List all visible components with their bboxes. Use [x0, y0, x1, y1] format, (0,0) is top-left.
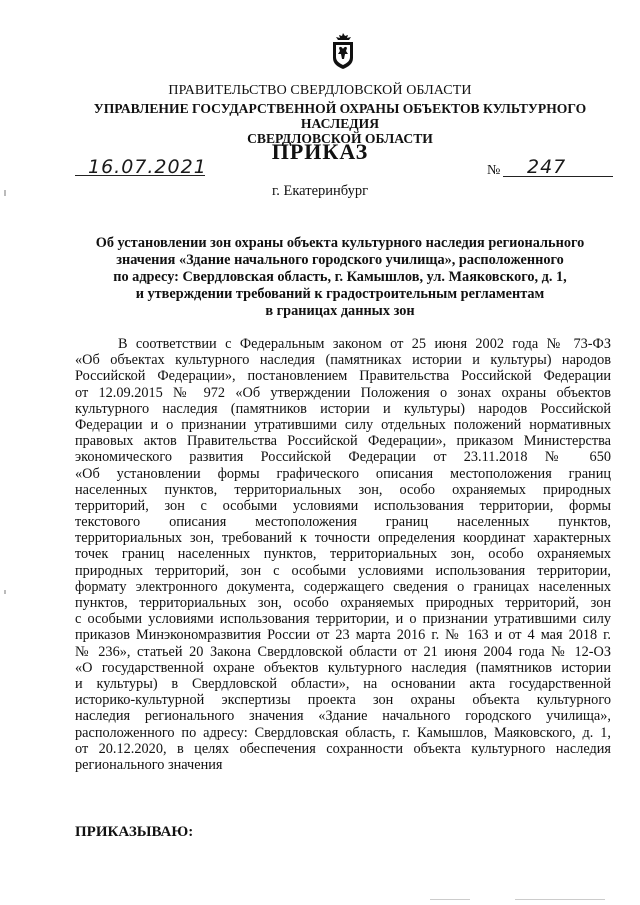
scan-artifact [515, 899, 605, 900]
subject-line: и утверждении требований к градостроительным регламентам [135, 286, 545, 302]
body-line: «Об установлении формы графического описания местоположения границ [75, 465, 611, 482]
order-number-label: № [487, 163, 501, 178]
body-line: культурного наследия (памятников истории и культуры) народов Российской [75, 400, 611, 417]
body-line: с особыми условиями использования территории, и о признании утратившими силу [75, 611, 611, 628]
body-line: приказов Минэкономразвития России от 23 марта 2016 г. № 163 и от 4 мая 2018 г. [75, 627, 611, 644]
body-line: от 12.09.2015 № 972 «Об утверждении Положения о зонах охраны объектов [75, 384, 611, 401]
scan-artifact [430, 899, 470, 900]
body-line: территориальных зон, требований к точности определения координат характерных [75, 530, 611, 547]
body-line: наследия регионального значения «Здание начального городского училища», [75, 708, 611, 725]
number-underline [503, 176, 613, 177]
body-line: населенных пунктов, территориальных зон, особо охраняемых природных [75, 481, 611, 498]
body-line: пунктов, территориальных зон, особо охраняемых природных территорий, зон [75, 595, 611, 611]
scan-margin-mark [4, 590, 6, 594]
body-line: «О государственной охране объектов культурного наследия (памятников истории [75, 659, 611, 676]
coat-of-arms-icon [330, 32, 356, 70]
preamble-text [75, 336, 611, 773]
order-subject [70, 235, 610, 320]
body-line: точек границ населенных пунктов, территориальных зон, особо охраняемых [75, 546, 611, 563]
subject-line: значения «Здание начального городского училища», расположенного [116, 252, 564, 268]
body-line: природных территорий, зон с особыми условиями использования территории, [75, 562, 611, 579]
subject-line: по адресу: Свердловская область, г. Камышлов, ул. Маяковского, д. 1, [113, 269, 567, 285]
order-date: 16.07.2021 [88, 156, 207, 178]
government-name: ПРАВИТЕЛЬСТВО СВЕРДЛОВСКОЙ ОБЛАСТИ [168, 83, 472, 98]
body-line: «Об объектах культурного наследия (памятниках истории и культуры) народов [75, 352, 611, 369]
city: г. Екатеринбург [271, 183, 369, 199]
body-line: текстового описания местоположения границ населенных пунктов, [75, 514, 611, 531]
body-line: В соответствии с Федеральным законом от 25 июня 2002 года № 73-ФЗ [118, 336, 611, 352]
decree-heading: ПРИКАЗЫВАЮ: [75, 824, 194, 840]
department-line: УПРАВЛЕНИЕ ГОСУДАРСТВЕННОЙ ОХРАНЫ ОБЪЕКТОВ КУЛЬТУРНОГО НАСЛЕДИЯ [93, 101, 587, 131]
subject-line: Об установлении зон охраны объекта культурного наследия регионального [95, 235, 585, 251]
body-line: № 236», статьей 20 Закона Свердловской области от 21 июня 2004 года № 12-ОЗ [75, 643, 611, 660]
body-line: и культуры) в Свердловской области», на основании акта государственной [75, 675, 611, 692]
body-line: экономического развития Российской Федерации от 23.11.2018 № 650 [75, 449, 611, 466]
body-line: регионального значения [75, 756, 223, 773]
order-number: 247 [527, 156, 567, 178]
order-title: ПРИКАЗ [271, 139, 369, 164]
body-line: историко-культурной экспертизы проекта зон охраны объекта культурного [75, 692, 611, 709]
body-line: от 20.12.2020, в целях обеспечения сохранности объекта культурного наследия [75, 740, 611, 757]
body-line: территорий, зон с особыми условиями использования территории, формы [75, 497, 611, 514]
date-underline [75, 175, 205, 176]
body-line: Российской Федерации», постановлением Правительства Российской Федерации [75, 368, 611, 385]
body-line: расположенного по адресу: Свердловская область, г. Камышлов, Маяковского, д. 1, [75, 724, 611, 741]
department-line: СВЕРДЛОВСКОЙ ОБЛАСТИ [247, 131, 433, 146]
body-line: Федерации и о признании утратившими силу отдельных положений нормативных [75, 416, 611, 433]
scan-margin-mark [4, 190, 6, 196]
subject-line: в границах данных зон [265, 303, 415, 319]
body-line: формату электронного документа, содержащего сведения о границах населенных [75, 578, 611, 595]
body-line: правовых актов Правительства Российской Федерации», приказом Министерства [75, 433, 611, 450]
